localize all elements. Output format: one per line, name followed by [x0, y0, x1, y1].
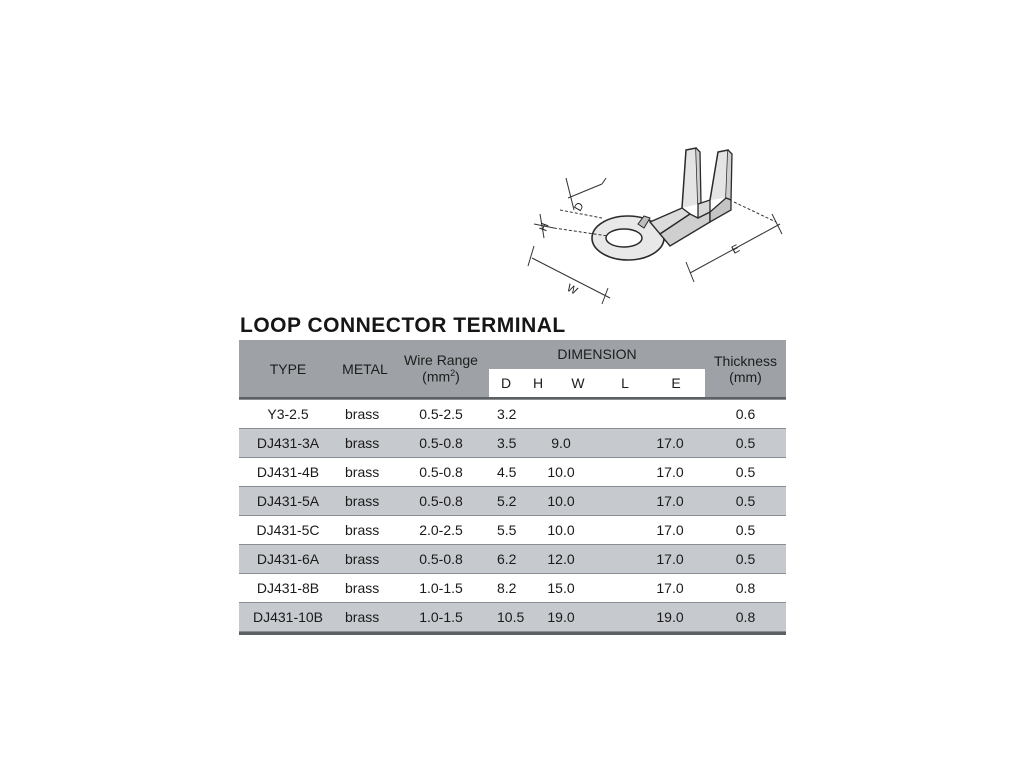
header-dim-e: E [671, 375, 681, 391]
cell-thickness: 0.5 [705, 429, 786, 458]
cell-type: DJ431-6A [239, 545, 337, 574]
cell-metal: brass [337, 487, 393, 516]
cell-dimension [489, 516, 705, 545]
header-dimension-sub [489, 369, 705, 398]
cell-metal: brass [337, 429, 393, 458]
header-thickness [705, 340, 786, 397]
cell-metal: brass [337, 516, 393, 545]
header-wire-range [393, 340, 489, 397]
cell-dimension [489, 574, 705, 603]
table-row [239, 574, 786, 603]
page-title: LOOP CONNECTOR TERMINAL [240, 314, 566, 337]
header-type: TYPE [239, 340, 337, 397]
header-dim-l: L [621, 375, 629, 391]
header-wire-range-unit: (mm [422, 368, 451, 385]
cell-d: 6.2 [497, 551, 517, 567]
cell-e: 17.0 [656, 464, 684, 480]
cell-metal: brass [337, 574, 393, 603]
header-dim-d: D [500, 375, 512, 391]
cell-wire-range: 0.5-0.8 [393, 545, 489, 574]
header-wire-range-close: ) [455, 368, 460, 385]
cell-thickness: 0.5 [705, 516, 786, 545]
cell-d: 5.5 [497, 522, 517, 538]
cell-dimension [489, 603, 705, 632]
cell-type: DJ431-5C [239, 516, 337, 545]
cell-thickness: 0.8 [705, 574, 786, 603]
cell-type: DJ431-8B [239, 574, 337, 603]
header-thickness-line1: Thickness [713, 352, 778, 369]
header-dimension: DIMENSION [489, 340, 705, 369]
dim-label-e: E [729, 242, 742, 257]
table-row [239, 400, 786, 429]
cell-thickness: 0.5 [705, 487, 786, 516]
cell-wire-range: 0.5-0.8 [393, 429, 489, 458]
cell-e: 17.0 [656, 522, 684, 538]
table-row [239, 516, 786, 545]
table-row [239, 545, 786, 574]
dim-label-d: D [572, 200, 587, 214]
terminal-diagram [510, 138, 800, 308]
header-wire-range-sup: 2 [450, 368, 456, 379]
table-row [239, 487, 786, 516]
cell-wire-range: 1.0-1.5 [393, 603, 489, 632]
cell-wire-range: 0.5-2.5 [393, 400, 489, 429]
cell-w: 10.0 [547, 464, 575, 480]
dim-label-h: H [537, 221, 552, 234]
cell-w: 12.0 [547, 551, 575, 567]
cell-dimension [489, 429, 705, 458]
cell-metal: brass [337, 545, 393, 574]
cell-e: 17.0 [656, 435, 684, 451]
cell-d: 3.5 [497, 435, 517, 451]
cell-e: 17.0 [656, 493, 684, 509]
cell-thickness: 0.5 [705, 545, 786, 574]
cell-w: 9.0 [551, 435, 571, 451]
cell-metal: brass [337, 458, 393, 487]
cell-wire-range: 2.0-2.5 [393, 516, 489, 545]
cell-e: 17.0 [656, 580, 684, 596]
table-row [239, 458, 786, 487]
dim-label-w: W [564, 282, 580, 298]
cell-dimension [489, 545, 705, 574]
cell-w: 19.0 [547, 609, 575, 625]
table-row [239, 429, 786, 458]
cell-type: DJ431-4B [239, 458, 337, 487]
cell-dimension [489, 400, 705, 429]
cell-e: 17.0 [656, 551, 684, 567]
loop-terminal-drawing [510, 138, 800, 308]
cell-thickness: 0.8 [705, 603, 786, 632]
cell-d: 3.2 [497, 406, 517, 422]
cell-dimension [489, 487, 705, 516]
cell-d: 8.2 [497, 580, 517, 596]
cell-w: 15.0 [547, 580, 575, 596]
header-dim-h: H [532, 375, 544, 391]
cell-d: 4.5 [497, 464, 517, 480]
header-metal: METAL [337, 340, 393, 397]
cell-wire-range: 0.5-0.8 [393, 487, 489, 516]
cell-metal: brass [337, 603, 393, 632]
cell-type: DJ431-10B [239, 603, 337, 632]
cell-wire-range: 0.5-0.8 [393, 458, 489, 487]
cell-w: 10.0 [547, 522, 575, 538]
cell-type: DJ431-5A [239, 487, 337, 516]
cell-thickness: 0.6 [705, 400, 786, 429]
cell-type: Y3-2.5 [239, 400, 337, 429]
cell-metal: brass [337, 400, 393, 429]
table-bottom-rule [239, 632, 786, 636]
cell-thickness: 0.5 [705, 458, 786, 487]
cell-w: 10.0 [547, 493, 575, 509]
cell-type: DJ431-3A [239, 429, 337, 458]
cell-d: 10.5 [497, 609, 525, 625]
cell-wire-range: 1.0-1.5 [393, 574, 489, 603]
header-thickness-line2: (mm) [729, 368, 762, 385]
header-dim-w: W [571, 375, 585, 391]
spec-table [239, 340, 786, 635]
cell-dimension [489, 458, 705, 487]
header-wire-range-line1: Wire Range [404, 352, 478, 369]
cell-e: 19.0 [656, 609, 684, 625]
table-row [239, 603, 786, 632]
cell-d: 5.2 [497, 493, 517, 509]
